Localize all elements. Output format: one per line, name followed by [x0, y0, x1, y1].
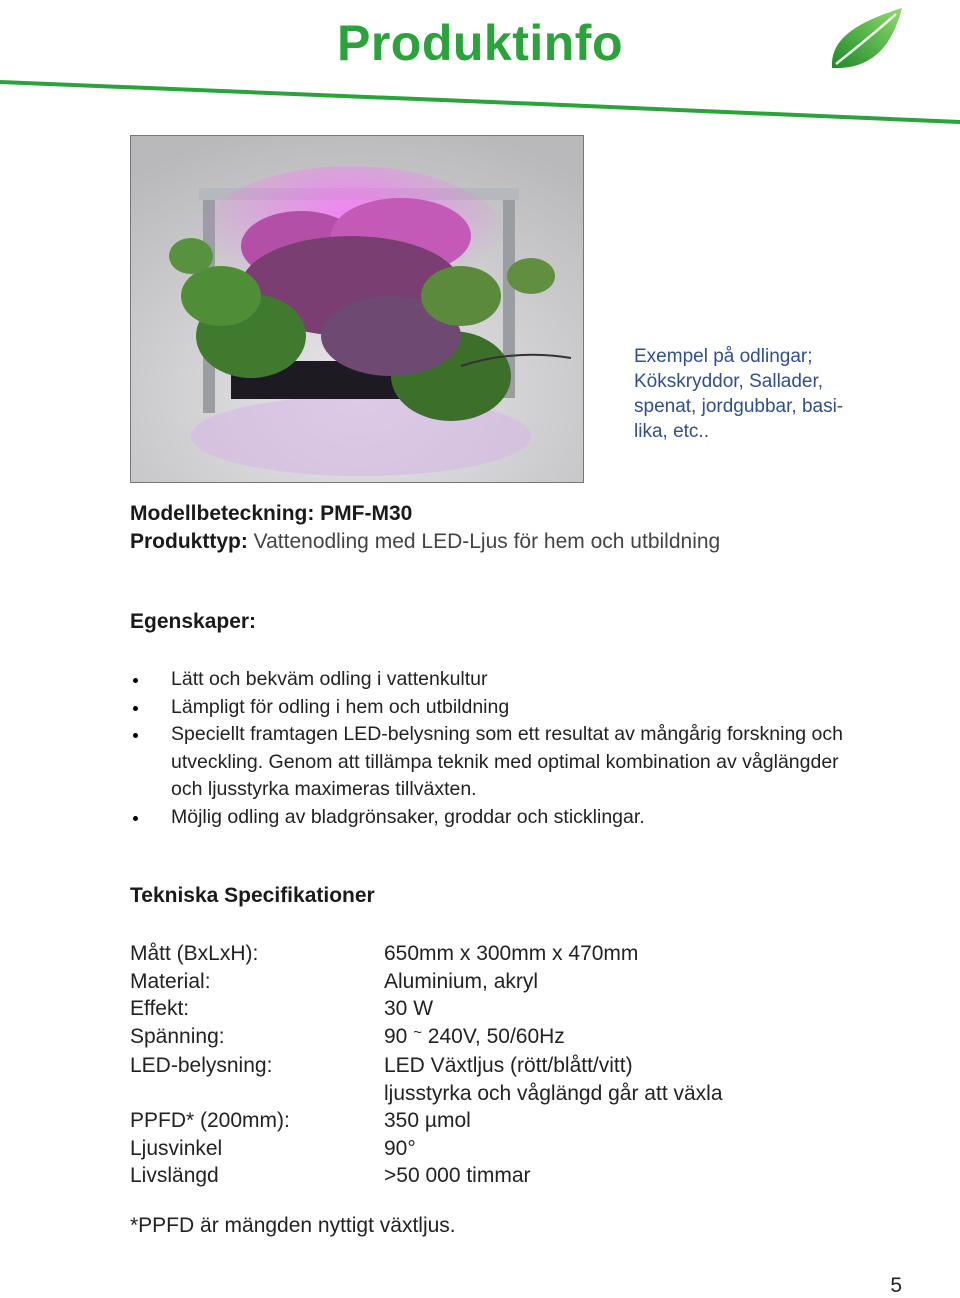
specs-heading: Tekniska Specifikationer — [130, 884, 375, 907]
model-info — [130, 500, 720, 556]
spec-row — [130, 1107, 723, 1135]
spec-label: Effekt: — [130, 997, 190, 1020]
spec-value: >50 000 timmar — [384, 1164, 531, 1187]
features-list — [130, 666, 850, 831]
feature-item: Lämpligt för odling i hem och utbildning — [130, 694, 850, 722]
caption-line: Kökskryddor, Sallader, — [634, 371, 824, 392]
spec-label: PPFD* (200mm): — [130, 1109, 290, 1132]
spec-label: Ljusvinkel — [130, 1136, 223, 1160]
feature-item: Möjlig odling av bladgrönsaker, groddar och sticklingar. — [130, 804, 850, 832]
ppfd-footnote: *PPFD är mängden nyttigt växtljus. — [130, 1214, 456, 1237]
spec-value: 350 µmol — [384, 1109, 471, 1132]
spec-label: LED-belysning: — [130, 1054, 273, 1077]
photo-caption — [634, 344, 874, 444]
specs-table — [130, 940, 723, 1190]
spec-label: Material: — [130, 969, 211, 993]
spec-value: 650mm x 300mm x 470mm — [384, 942, 639, 965]
spec-value: 30 W — [384, 997, 434, 1020]
header-divider — [0, 70, 960, 130]
spec-label: Livslängd — [130, 1164, 219, 1187]
spec-label: Spänning: — [130, 1024, 225, 1048]
spec-label — [130, 1080, 384, 1108]
spec-value: 90° — [384, 1136, 416, 1160]
page-number: 5 — [890, 1274, 902, 1297]
spec-row — [130, 1052, 723, 1080]
spec-row — [130, 1023, 723, 1053]
voltage-min: 90 — [384, 1024, 414, 1048]
spec-label: Mått (BxLxH): — [130, 942, 259, 965]
leaf-logo-icon — [826, 4, 906, 74]
features-heading: Egenskaper: — [130, 610, 257, 633]
voltage-max: 240V, 50/60Hz — [421, 1024, 565, 1048]
spec-row — [130, 968, 723, 996]
spec-value: Aluminium, akryl — [384, 969, 539, 993]
spec-row — [130, 995, 723, 1023]
caption-line: spenat, jordgubbar, basi- — [634, 396, 844, 417]
spec-row — [130, 1135, 723, 1163]
feature-item: Speciellt framtagen LED-belysning som ett resultat av mångårig forskning och utveckling. Genom att tillämpa teknik med optimal kombination av våglängder och ljusstyrka maximeras tillväxten. — [130, 721, 850, 804]
product-photo — [130, 135, 584, 483]
tilde-symbol: ~ — [413, 1023, 422, 1041]
spec-value: LED Växtljus (rött/blått/vitt) — [384, 1054, 633, 1077]
product-type-label: Produkttyp: — [130, 530, 248, 553]
feature-item: Lätt och bekväm odling i vattenkultur — [130, 666, 850, 694]
page-title: Produktinfo — [336, 15, 624, 71]
caption-line: Exempel på odlingar; — [634, 346, 813, 367]
model-designation: Modellbeteckning: PMF-M30 — [130, 502, 413, 525]
product-type-value: Vattenodling med LED-Ljus för hem och utbildning — [247, 530, 721, 553]
spec-value — [384, 1023, 565, 1053]
spec-row — [130, 1080, 723, 1108]
spec-row — [130, 940, 723, 968]
spec-row — [130, 1162, 723, 1190]
caption-line: lika, etc.. — [634, 421, 709, 442]
spec-value: ljusstyrka och våglängd går att växla — [384, 1081, 723, 1105]
